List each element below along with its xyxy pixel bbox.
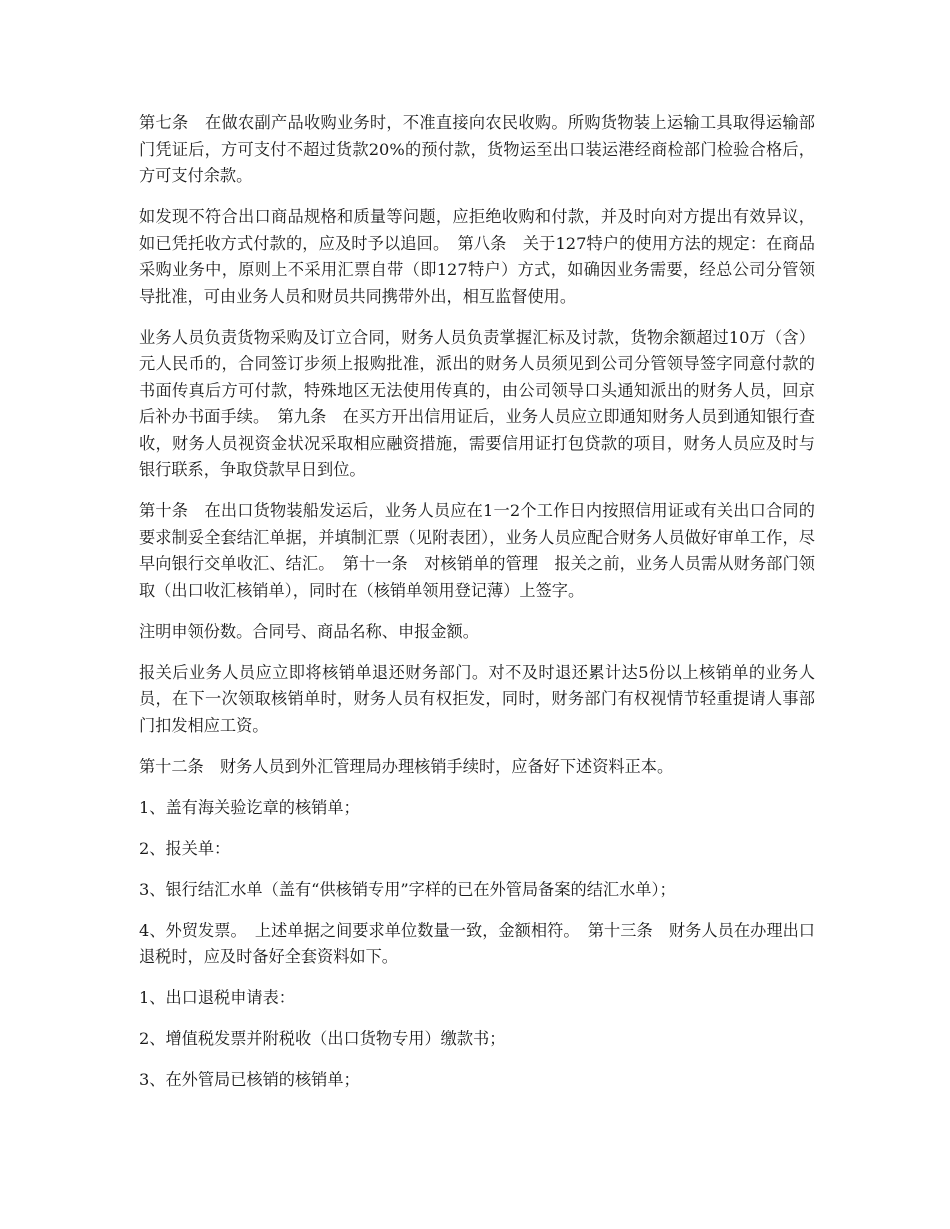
list-item: 1、盖有海关验讫章的核销单； [139,797,360,817]
paragraph-article-13: 4、外贸发票。 上述单据之间要求单位数量一致，金额相符。 第十三条 财务人员在办理出口退税时，应及时备好全套资料如下。 [139,920,815,966]
list-item: 3、在外管局已核销的核销单； [139,1070,360,1089]
paragraph-article-10-11: 第十条 在出口货物装船发运后，业务人员应在1一2个工作日内按照信用证或有关出口合同的要求制妥全套结汇单据，并填制汇票（见附表团），业务人员应配合财务人员做好审单工作，尽早向银行交单收汇、结汇。 第十一条 对核销单的管理 报关之前，业务人员需从财务部门领取（出口收汇核销单），同时在（核销单领用登记薄）上签字。 [139,501,815,600]
paragraph-article-7: 第七条 在做农副产品收购业务时，不准直接向农民收购。所购货物装上运输工具取得运输部门凭证后，方可支付不超过货款20%的预付款，货物运至出口装运港经商检部门检验合格后，方可支付余款。 [139,113,815,185]
list-item: 1、出口退税申请表： [139,988,295,1007]
paragraph-article-9: 业务人员负责货物采购及订立合同，财务人员负责掌握汇标及讨款，货物余额超过10万（含）元人民币的，合同签订步须上报购批准，派出的财务人员须见到公司分管领导签字同意付款的书面传真后方可付款，特殊地区无法使用传真的，由公司领导口头通知派出的财务人员，回京后补办书面手续。 第九条 在买方开出信用证后，业务人员应立即通知财务人员到通知银行查收，财务人员视资金状况采取相应融资措施，需要信用证打包贷款的项目，财务人员应及时与银行联系，争取贷款早日到位。 [139,327,815,479]
list-item: 2、增值税发票并附税收（出口货物专用）缴款书； [139,1029,506,1048]
paragraph-return-rule: 报关后业务人员应立即将核销单退还财务部门。对不及时退还累计达5份以上核销单的业务人员，在下一次领取核销单时，财务人员有权拒发，同时，财务部门有权视情节轻重提请人事部门扣发相应工资。 [139,662,815,735]
paragraph-article-8: 如发现不符合出口商品规格和质量等问题，应拒绝收购和付款，并及时向对方提出有效异议，如已凭托收方式付款的，应及时予以追回。 第八条 关于127特户的使用方法的规定：在商品采购业务中，原则上不采用汇票自带（即127特户）方式，如确因业务需要，经总公司分管领导批准，可由业务人员和财员共同携带外出，相互监督使用。 [139,207,815,306]
document-page [139,110,815,1108]
list-item: 3、银行结汇水单（盖有“供核销专用”字样的已在外管局备案的结汇水单）； [139,879,676,899]
list-item: 2、报关单： [139,838,231,858]
paragraph-article-12: 第十二条 财务人员到外汇管理局办理核销手续时，应备好下述资料正本。 [139,756,674,776]
paragraph-declaration-note: 注明申领份数。合同号、商品名称、申报金额。 [139,621,479,641]
